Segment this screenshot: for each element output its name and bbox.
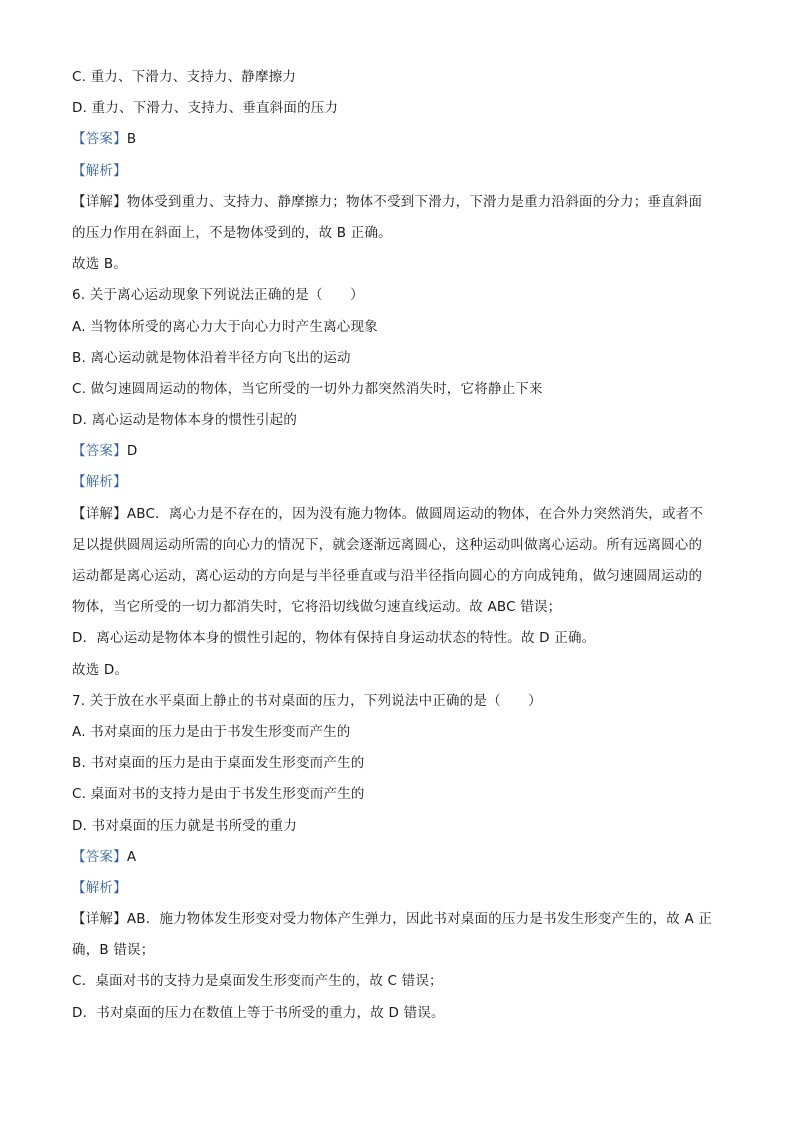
analysis-tag: 【解析】 (72, 474, 127, 491)
detail-text: 物体受到重力、支持力、静摩擦力；物体不受到下滑力，下滑力是重力沿斜面的分力；垂直斜面 (126, 193, 703, 210)
q7-option-b: B. 书对桌面的压力是由于桌面发生形变而产生的 (72, 755, 365, 772)
q7-detail-line-1 (72, 904, 724, 935)
q6-option-d: D. 离心运动是物体本身的惯性引起的 (72, 412, 298, 429)
answer-tag: 【答案】 (72, 131, 127, 148)
detail-tag: 【详解】 (72, 193, 127, 210)
q7-detail-line-4: D．书对桌面的压力在数值上等于书所受的重力，故 D 错误。 (72, 1004, 445, 1021)
q5-analysis-line (72, 156, 724, 187)
analysis-tag: 【解析】 (72, 162, 127, 179)
answer-value: A (126, 848, 137, 865)
q7-analysis-line (72, 873, 724, 904)
detail-tag: 【详解】 (72, 505, 127, 522)
q5-answer-line (72, 124, 724, 155)
q6-stem: 6. 关于离心运动现象下列说法正确的是（ ） (72, 287, 364, 304)
answer-tag: 【答案】 (72, 443, 127, 460)
q6-answer-line (72, 436, 724, 467)
q6-detail-line-5: D．离心运动是物体本身的惯性引起的，物体有保持自身运动状态的特性。故 D 正确。 (72, 630, 596, 647)
q7-detail-line-2: 确，B 错误； (72, 942, 155, 959)
q5-conclusion: 故选 B。 (72, 256, 128, 273)
q7-option-c: C. 桌面对书的支持力是由于书发生形变而产生的 (72, 786, 365, 803)
q5-detail-line-2: 的压力作用在斜面上，不是物体受到的，故 B 正确。 (72, 224, 392, 241)
detail-text: ABC．离心力是不存在的，因为没有施力物体。做圆周运动的物体，在合外力突然消失，或者不 (126, 505, 704, 522)
q6-conclusion: 故选 D。 (72, 661, 129, 678)
detail-text: AB．施力物体发生形变对受力物体产生弹力，因此书对桌面的压力是书发生形变产生的，故 A 正 (126, 911, 713, 928)
q6-analysis-line (72, 467, 724, 498)
analysis-tag: 【解析】 (72, 879, 127, 896)
answer-value: D (126, 443, 138, 460)
q6-option-a: A. 当物体所受的离心力大于向心力时产生离心现象 (72, 318, 378, 335)
q6-detail-line-2: 足以提供圆周运动所需的向心力的情况下，就会逐渐远离圆心，这种运动叫做离心运动。所有远离圆心的 (72, 536, 703, 553)
answer-value: B (126, 131, 137, 148)
q7-stem: 7. 关于放在水平桌面上静止的书对桌面的压力，下列说法中正确的是（ ） (72, 692, 542, 709)
q5-option-c: C. 重力、下滑力、支持力、静摩擦力 (72, 69, 297, 85)
q7-detail-line-3: C．桌面对书的支持力是桌面发生形变而产生的，故 C 错误； (72, 973, 443, 990)
q6-option-b: B. 离心运动就是物体沿着半径方向飞出的运动 (72, 349, 351, 366)
q7-answer-line (72, 842, 724, 873)
q6-detail-line-4: 物体，当它所受的一切力都消失时，它将沿切线做匀速直线运动。故 ABC 错误； (72, 599, 562, 616)
q6-detail-line-1 (72, 499, 724, 530)
q6-detail-line-3: 运动都是离心运动，离心运动的方向是与半径垂直或与沿半径指向圆心的方向成钝角，做匀速圆周运动的 (72, 568, 703, 584)
q5-detail-line-1 (72, 187, 724, 218)
q5-option-d: D. 重力、下滑力、支持力、垂直斜面的压力 (72, 100, 339, 117)
q7-option-a: A. 书对桌面的压力是由于书发生形变而产生的 (72, 723, 351, 740)
detail-tag: 【详解】 (72, 911, 127, 928)
answer-tag: 【答案】 (72, 848, 127, 865)
q7-option-d: D. 书对桌面的压力就是书所受的重力 (72, 817, 298, 834)
document-page (72, 62, 724, 1029)
q6-option-c: C. 做匀速圆周运动的物体，当它所受的一切外力都突然消失时，它将静止下来 (72, 380, 543, 397)
